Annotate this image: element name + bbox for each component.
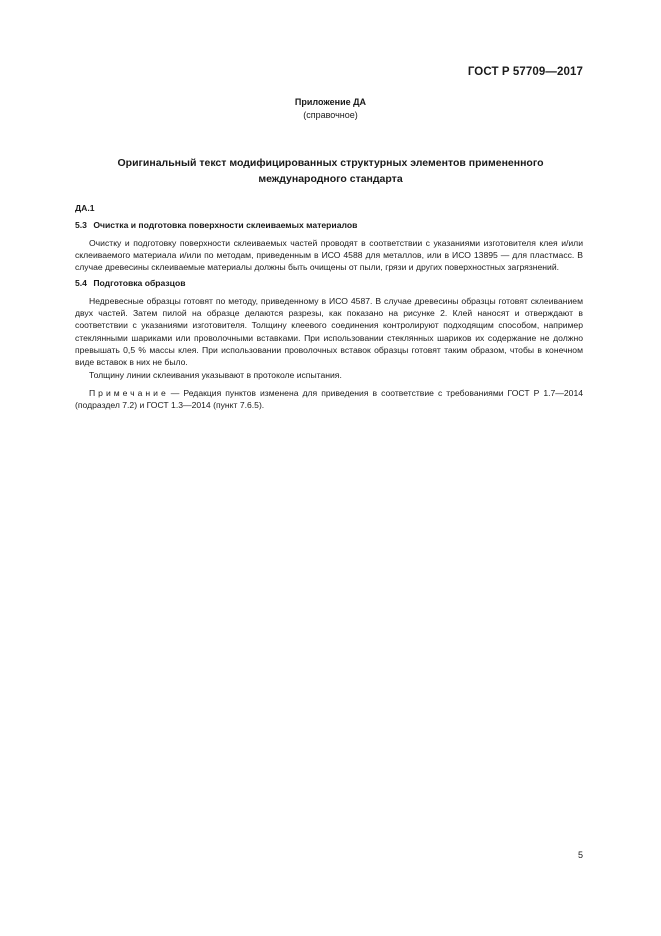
appendix-subtitle: (справочное): [303, 110, 358, 120]
section-heading-5-4: [75, 277, 583, 289]
section-heading-5-3: [75, 219, 583, 231]
section-paragraph: Очистку и подготовку поверхности склеиваемых частей проводят в соответствии с указаниями изготовителя клея и/или склеиваемого материала и/или по методам, приведенным в ИСО 4588 для металлов, или в ИСО 13895 — для пластмасс. В случае древесины склеиваемые материалы должны быть очищены от пыли, грязи и других поверхностных загрязнений.: [75, 237, 583, 273]
appendix-title: Приложение ДА: [294, 97, 367, 107]
section-paragraph: Недревесные образцы готовят по методу, приведенному в ИСО 4587. В случае древесины образцы готовят склеиванием двух частей. Затем пилой на образце делаются разрезы, как показано на рисунке 2. Клей наносят и отверждают в соответствии с указаниями изготовителя. Толщину клеевого соединения контролируют подходящим способом, например стеклянными шариками или проволочными вставками. При использовании стеклянных шариков их содержание не должно превышать 0,5 % массы клея. При использовании проволочных вставок образцы готовят таким образом, чтобы в конечном виде вставок в них не было.: [75, 295, 583, 368]
document-id: ГОСТ Р 57709—2017: [467, 66, 583, 78]
section-title: Очистка и подготовка поверхности склеиваемых материалов: [93, 220, 358, 231]
document-body: [75, 202, 583, 411]
page-number: 5: [577, 850, 583, 860]
note: [75, 387, 583, 412]
section-paragraph: Толщину линии склеивания указывают в протоколе испытания.: [89, 369, 342, 380]
section-number: 5.3: [75, 220, 87, 231]
section-number: 5.4: [75, 278, 87, 289]
clause-label: ДА.1: [75, 203, 95, 213]
appendix-heading: [0, 96, 661, 122]
note-text: — Редакция пунктов изменена для приведения в соответствие с требованиями ГОСТ Р 1.7—2014 (подраздел 7.2) и ГОСТ 1.3—2014 (пункт 7.6.5).: [75, 387, 583, 411]
main-title-line2: международного стандарта: [258, 173, 403, 185]
main-title: [0, 155, 661, 187]
note-label: Примечание: [89, 387, 169, 398]
section-title: Подготовка образцов: [93, 278, 186, 289]
main-title-line1: Оригинальный текст модифицированных структурных элементов примененного: [117, 157, 544, 169]
